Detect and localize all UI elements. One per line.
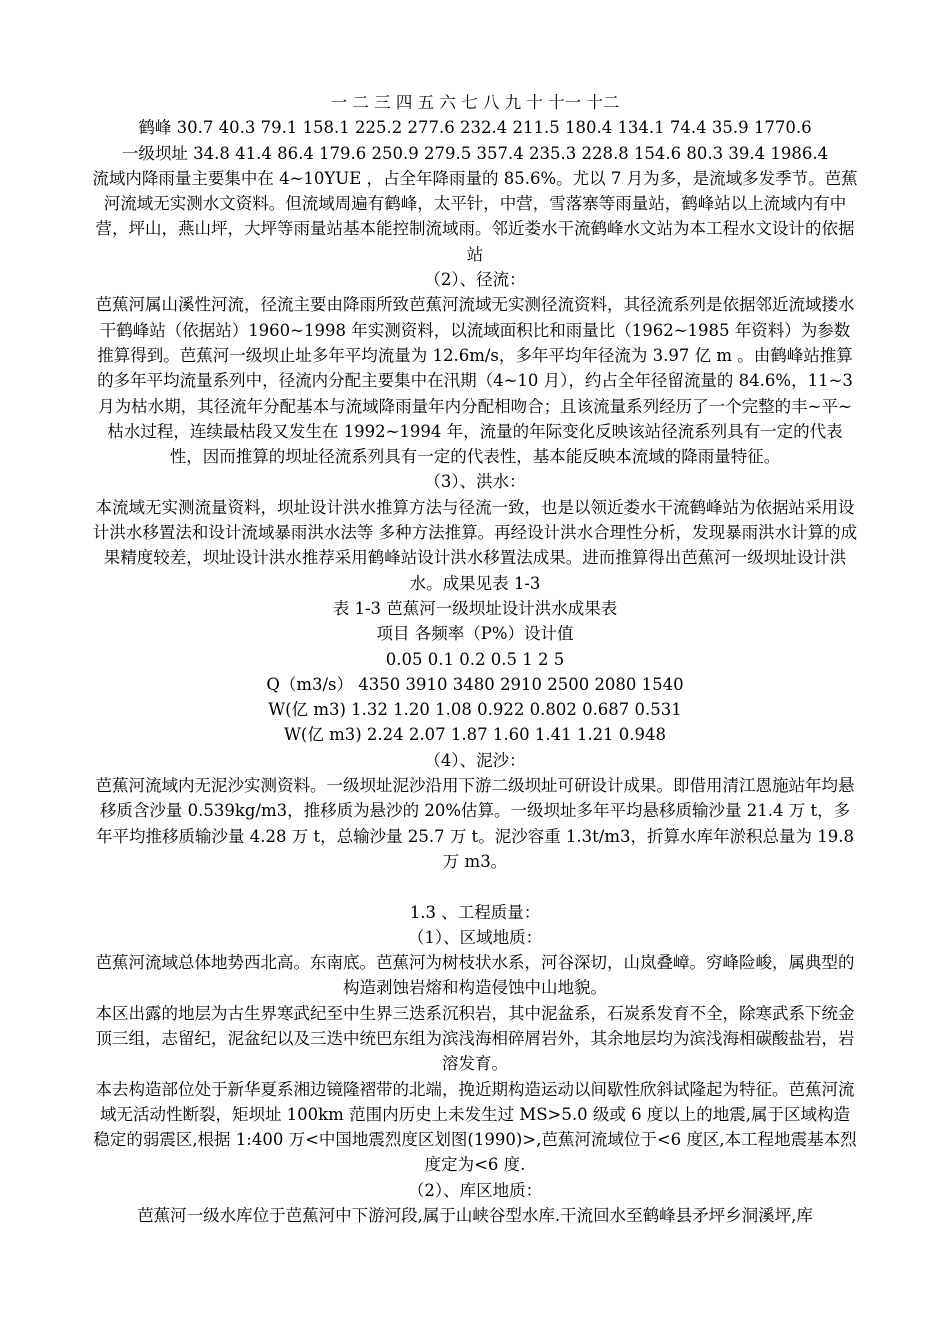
sediment-heading: （4）、泥沙： bbox=[424, 750, 526, 770]
strata-paragraph: 本区出露的地层为古生界寒武纪至中生界三迭系沉积岩，其中泥盆系，石炭系发育不全，除寒武系下统金顶三组，志留纪，泥盆纪以及三迭中统巴东组为滨浅海相碎屑岩外，其余地层均为滨浅海相碳酸盐岩，岩溶发育。 bbox=[95, 1003, 855, 1074]
flood-heading: （3）、洪水： bbox=[424, 472, 526, 492]
runoff-paragraph: 芭蕉河属山溪性河流，径流主要由降雨所致芭蕉河流域无实测径流资料，其径流系列是依据邻近流域搂水干鹤峰站（依据站）1960~1998 年实测资料，以流域面积比和雨量比（1962~1985 年资料）为参数推算得到。芭蕉河一级坝止址多年平均流量为 12.6m/s，多年平均年径流为 3.97 亿 m 。由鹤峰站推算的多年平均流量系列中，径流内分配主要集中在汛期（4~10 月），约占全年径留流量的 84.6%，11~3 月为枯水期，其径流年分配基本与流域降雨量年内分配相吻合；且该流量系列经历了一个完整的丰~平~枯水过程，连续最枯段又发生在 1992~1994 年，流量的年际变化反映该站径流系列具有一定的代表性，因而推算的坝址径流系列具有一定的代表性，基本能反映本流域的降雨量特征。 bbox=[95, 295, 855, 467]
tectonics-paragraph: 本去构造部位处于新华夏系湘边镜隆褶带的北端，挽近期构造运动以间歇性欣斜试隆起为特征。芭蕉河流域无活动性断裂，矩坝址 100km 范围内历史上未发生过 MS>5.0 级或 6 度以上的地震,属于区域构造稳定的弱震区,根据 1:400 万<中国地震烈度区划图(1990)>,芭蕉河流域位于<6 度区,本工程地震基本烈度定为<6 度. bbox=[93, 1079, 857, 1175]
reservoir-paragraph: 芭蕉河一级水库位于芭蕉河中下游河段,属于山峡谷型水库.干流回水至鹤峰县矛坪乡洞溪坪,库 bbox=[137, 1206, 813, 1226]
table-frequency-row: 0.05 0.1 0.2 0.5 1 2 5 bbox=[385, 649, 565, 669]
section-heading-1-3: 1.3 、工程质量： bbox=[409, 902, 541, 922]
document-body bbox=[92, 90, 858, 1228]
month-header-row: 一 二 三 四 五 六 七 八 九 十 十一 十二 bbox=[330, 93, 620, 112]
reservoir-geology-heading: （2）、库区地质： bbox=[407, 1180, 543, 1200]
rainfall-paragraph: 流域内降雨量主要集中在 4~10YUE ，占全年降雨量的 85.6%。尤以 7 月为多，是流域多发季节。芭蕉河流域无实测水文资料。但流域周遍有鹤峰，太平针，中营，雪落寨等雨量站，鹤峰站以上流域内有中营，坪山，燕山坪，大坪等雨量站基本能控制流域雨。邻近娄水干流鹤峰水文站为本工程水文设计的依据站 bbox=[92, 168, 858, 264]
dam-site-rainfall-row: 一级坝址 34.8 41.4 86.4 179.6 250.9 279.5 357.4 235.3 228.8 154.6 80.3 39.4 1986.4 bbox=[121, 143, 829, 163]
table-w-row-2: W(亿 m3) 2.24 2.07 1.87 1.60 1.41 1.21 0.948 bbox=[283, 725, 667, 745]
table-w-row-1: W(亿 m3) 1.32 1.20 1.08 0.922 0.802 0.687 0.531 bbox=[268, 700, 682, 720]
table-title: 表 1-3 芭蕉河一级坝址设计洪水成果表 bbox=[332, 598, 618, 618]
terrain-paragraph: 芭蕉河流域总体地势西北高。东南底。芭蕉河为树枝状水系，河谷深切，山岚叠嶂。穷峰险峻，属典型的构造剥蚀岩熔和构造侵蚀中山地貌。 bbox=[95, 953, 855, 998]
regional-geology-heading: （1）、区域地质： bbox=[407, 927, 543, 947]
table-q-row: Q（m3/s） 4350 3910 3480 2910 2500 2080 1540 bbox=[266, 674, 684, 694]
hefeng-rainfall-row: 鹤峰 30.7 40.3 79.1 158.1 225.2 277.6 232.4 211.5 180.4 134.1 74.4 35.9 1770.6 bbox=[138, 118, 812, 138]
flood-paragraph: 本流域无实测流量资料，坝址设计洪水推算方法与径流一致，也是以领近娄水干流鹤峰站为依据站采用设计洪水移置法和设计流域暴雨洪水法等 多种方法推算。再经设计洪水合理性分析，发现暴雨洪水计算的成果精度较差，坝址设计洪水推荐采用鹤峰站设计洪水移置法成果。进而推算得出芭蕉河一级坝址设计洪水。成果见表 1-3 bbox=[92, 497, 858, 593]
sediment-paragraph: 芭蕉河流域内无泥沙实测资料。一级坝址泥沙沿用下游二级坝址可研设计成果。即借用清江恩施站年均悬移质含沙量 0.539kg/m3，推移质为悬沙的 20%估算。一级坝址多年平均悬移质输沙量 21.4 万 t，多年平均推移质输沙量 4.28 万 t，总输沙量 25.7 万 t。泥沙容重 1.3t/m3，折算水库年淤积总量为 19.8 万 m3。 bbox=[95, 776, 855, 871]
blank-line bbox=[92, 874, 858, 899]
runoff-heading: （2）、径流： bbox=[424, 270, 526, 290]
table-header-row: 项目 各频率（P%）设计值 bbox=[376, 624, 574, 644]
